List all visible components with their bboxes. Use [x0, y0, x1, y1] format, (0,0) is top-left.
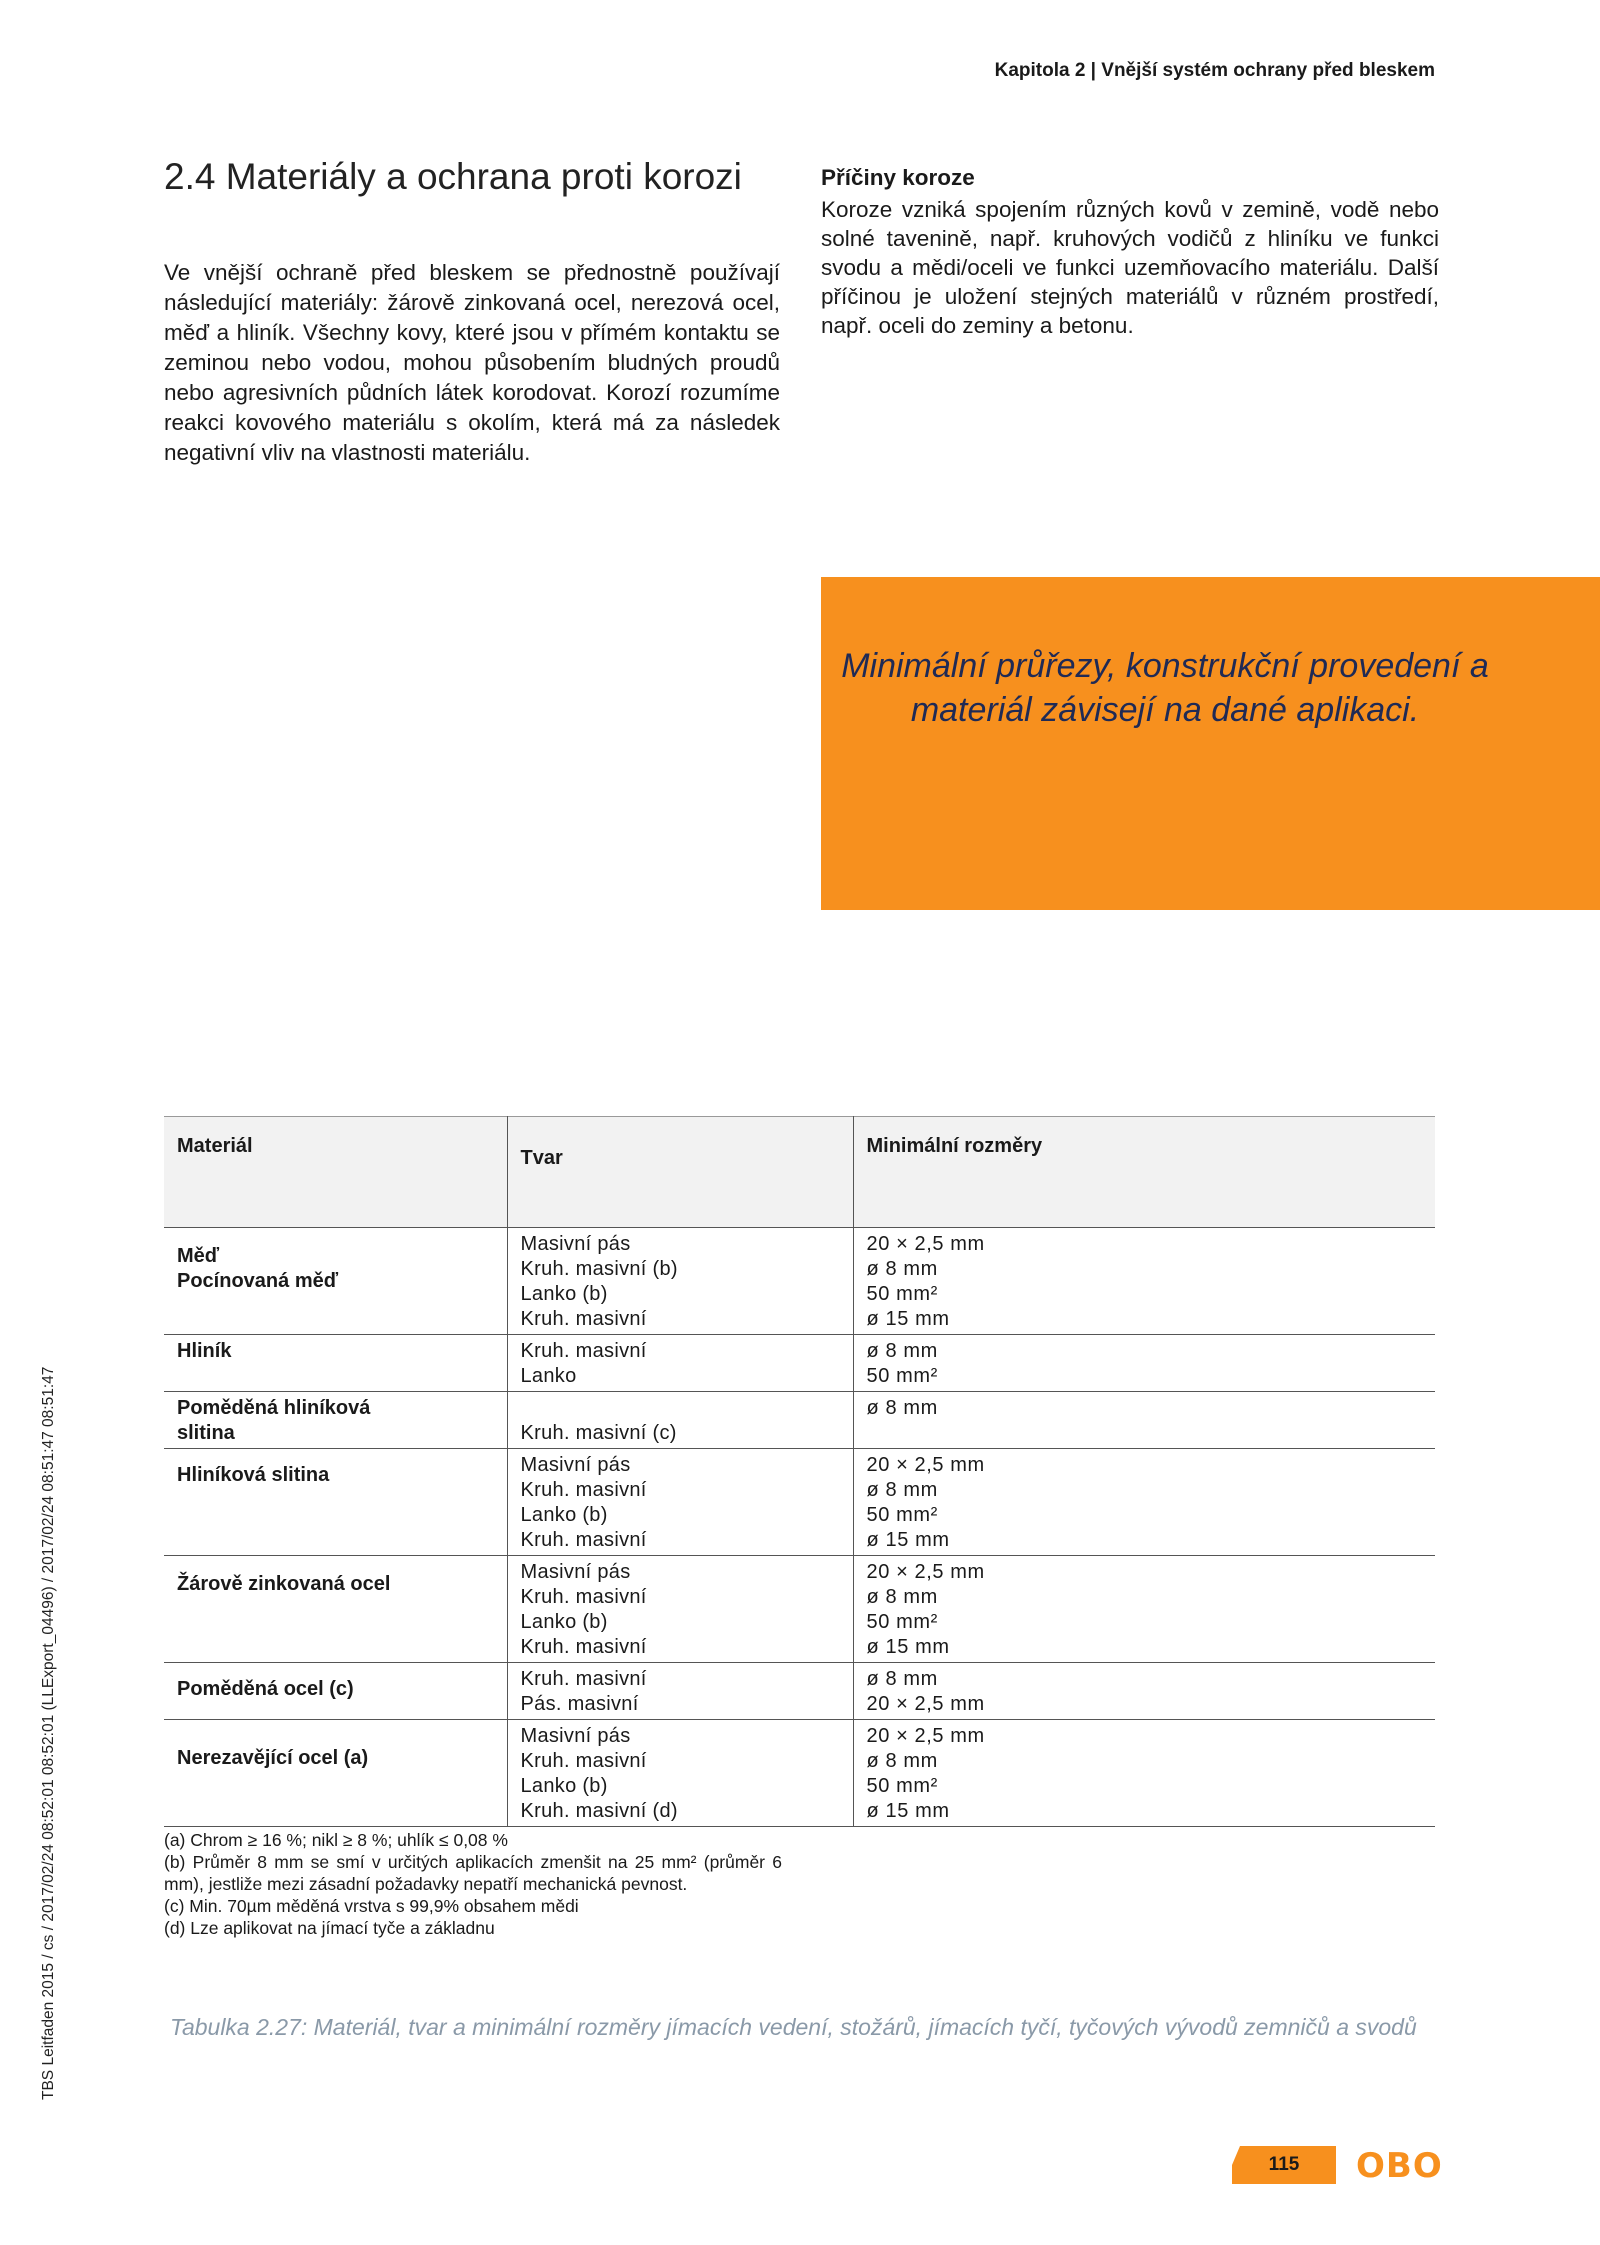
- footnote-a: (a) Chrom ≥ 16 %; nikl ≥ 8 %; uhlík ≤ 0,08 %: [164, 1830, 508, 1850]
- sidebar-print-info: TBS Leitfaden 2015 / cs / 2017/02/24 08:52:01 08:52:01 (LLExport_04496) / 2017/02/24 08:51:47 08:51:47: [40, 1366, 57, 2100]
- table-row: [164, 1663, 1435, 1720]
- shape-cell: Kruh. masivní Lanko: [507, 1335, 853, 1392]
- shape-cell: Masivní pás Kruh. masivní Lanko (b) Kruh. masivní (d): [507, 1720, 853, 1827]
- material-cell: Hliníková slitina: [177, 1464, 330, 1486]
- shape-cell: Kruh. masivní Pás. masivní: [507, 1663, 853, 1720]
- header-shape: Tvar: [507, 1117, 853, 1228]
- chapter-header: Kapitola 2 | Vnější systém ochrany před bleskem: [994, 60, 1435, 81]
- dims-cell: 20 × 2,5 mm ø 8 mm 50 mm² ø 15 mm: [853, 1556, 1435, 1663]
- dims-cell: ø 8 mm: [853, 1392, 1435, 1449]
- dims-cell: 20 × 2,5 mm ø 8 mm 50 mm² ø 15 mm: [853, 1449, 1435, 1556]
- obo-logo: OBO: [1356, 2146, 1443, 2186]
- table-row: [164, 1449, 1435, 1556]
- material-cell: Poměděná ocel (c): [177, 1678, 354, 1700]
- table-row: [164, 1335, 1435, 1392]
- dims-cell: ø 8 mm 20 × 2,5 mm: [853, 1663, 1435, 1720]
- causes-heading: Příčiny koroze: [821, 165, 975, 190]
- dims-cell: 20 × 2,5 mm ø 8 mm 50 mm² ø 15 mm: [853, 1720, 1435, 1827]
- shape-cell: Kruh. masivní (c): [507, 1392, 853, 1449]
- table-row: [164, 1392, 1435, 1449]
- dims-cell: ø 8 mm 50 mm²: [853, 1335, 1435, 1392]
- page-number: 115: [1268, 2154, 1300, 2175]
- dims-cell: 20 × 2,5 mm ø 8 mm 50 mm² ø 15 mm: [853, 1228, 1435, 1335]
- header-dims: Minimální rozměry: [853, 1117, 1435, 1228]
- table-row: [164, 1228, 1435, 1335]
- header-material: Materiál: [164, 1117, 507, 1228]
- materials-table: [164, 1116, 1435, 1827]
- material-cell: Měď Pocínovaná měď: [177, 1245, 339, 1292]
- material-cell: Hliník: [177, 1340, 232, 1362]
- callout-text: Minimální průřezy, konstrukční provedení a materiál závisejí na dané aplikaci.: [841, 647, 1489, 729]
- material-cell: Poměděná hliníková slitina: [177, 1397, 371, 1444]
- intro-paragraph: Ve vnější ochraně před bleskem se přednostně používají následující materiály: žárově zinkovaná ocel, nerezová ocel, měď a hliník. Všechny kovy, které jsou v přímém kontaktu se zeminou nebo vodou, mohou působením bludných proudů nebo agresivních půdních látek korodovat. Korozí rozumíme reakci kovového materiálu s okolím, která má za následek negativní vliv na vlastnosti materiálu.: [164, 260, 780, 465]
- footnote-b: (b) Průměr 8 mm se smí v určitých aplikacích zmenšit na 25 mm² (průměr 6 mm), jestliže mezi zásadní požadavky nepatří mechanická pevnost.: [164, 1852, 782, 1894]
- table-body: [164, 1228, 1435, 1827]
- shape-cell: Masivní pás Kruh. masivní Lanko (b) Kruh. masivní: [507, 1556, 853, 1663]
- footnote-c: (c) Min. 70µm měděná vrstva s 99,9% obsahem mědi: [164, 1896, 579, 1916]
- callout-box: [821, 577, 1600, 910]
- table-row: [164, 1556, 1435, 1663]
- table-header-row: [164, 1117, 1435, 1228]
- shape-cell: Masivní pás Kruh. masivní (b) Lanko (b) Kruh. masivní: [507, 1228, 853, 1335]
- material-cell: Žárově zinkovaná ocel: [177, 1573, 391, 1595]
- shape-cell: Masivní pás Kruh. masivní Lanko (b) Kruh. masivní: [507, 1449, 853, 1556]
- footnotes: [164, 1829, 782, 1939]
- section-title: 2.4 Materiály a ochrana proti korozi: [164, 156, 742, 197]
- table-row: [164, 1720, 1435, 1827]
- material-cell: Nerezavějící ocel (a): [177, 1747, 369, 1769]
- causes-paragraph: Koroze vzniká spojením různých kovů v zemině, vodě nebo solné tavenině, např. kruhových vodičů z hliníku ve funkci svodu a mědi/oceli ve funkci uzemňovacího materiálu. Další příčinou je uložení stejných materiálů v různém prostředí, např. oceli do zeminy a betonu.: [821, 197, 1439, 338]
- footnote-d: (d) Lze aplikovat na jímací tyče a základnu: [164, 1918, 495, 1938]
- table-caption: Tabulka 2.27: Materiál, tvar a minimální rozměry jímacích vedení, stožárů, jímacích tyčí, tyčových vývodů zemničů a svodů: [170, 2014, 1417, 2040]
